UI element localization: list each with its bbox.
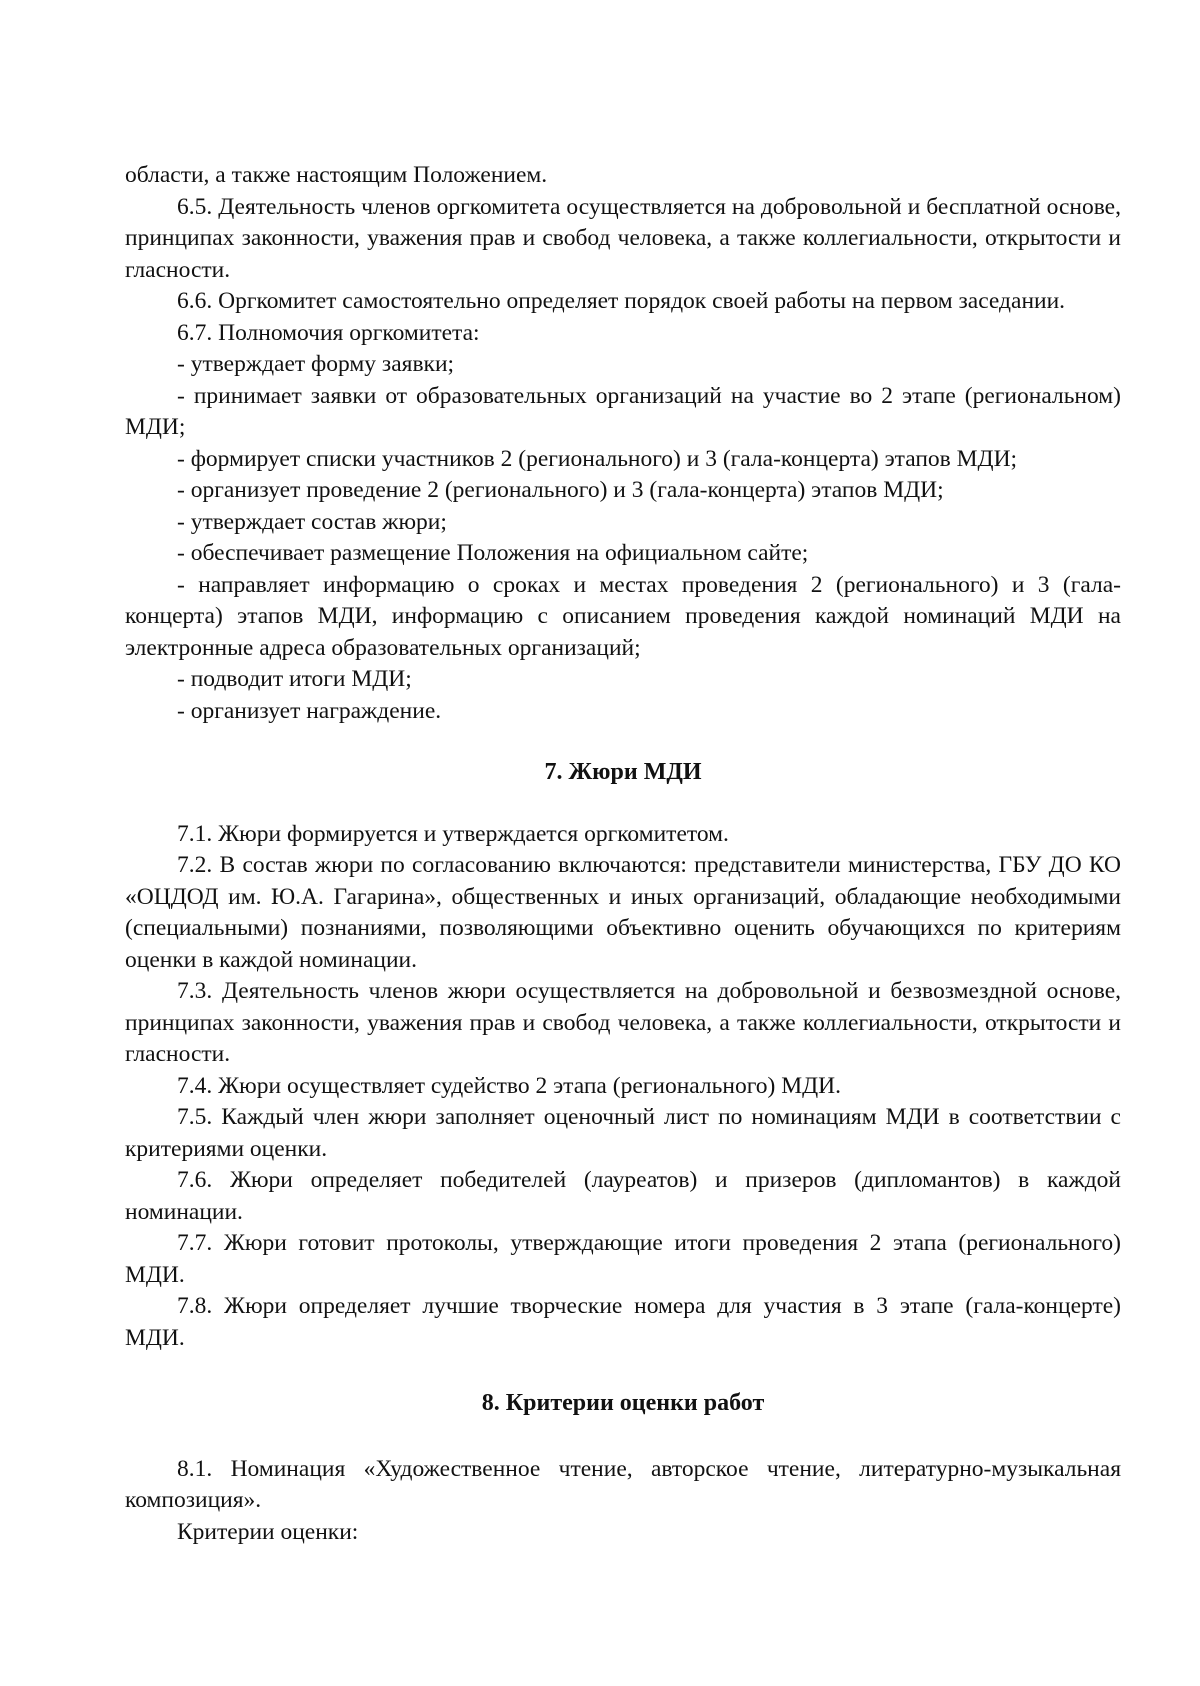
spacer: [125, 1420, 1121, 1454]
paragraph-6-7: 6.7. Полномочия оргкомитета:: [177, 319, 480, 346]
paragraph-8-1: 8.1. Номинация «Художественное чтение, авторское чтение, литературно-музыкальная композиция».: [125, 1455, 1121, 1513]
list-item: - организует награждение.: [177, 697, 442, 724]
paragraph-7-5: 7.5. Каждый член жюри заполняет оценочный лист по номинациям МДИ в соответствии с критериями оценки.: [125, 1104, 1121, 1162]
list-item: - утверждает состав жюри;: [177, 508, 447, 535]
paragraph-6-5: 6.5. Деятельность членов оргкомитета осуществляется на добровольной и бесплатной основе, принципах законности, уважения прав и свобод человека, а также коллегиальности, открытости и гласности.: [125, 193, 1121, 283]
spacer: [125, 1354, 1121, 1388]
criteria-label: Критерии оценки:: [177, 1518, 359, 1545]
section-7-heading: 7. Жюри МДИ: [544, 759, 702, 785]
list-item: - утверждает форму заявки;: [177, 351, 455, 377]
paragraph-7-4: 7.4. Жюри осуществляет судейство 2 этапа (регионального) МДИ.: [177, 1072, 841, 1099]
paragraph-7-1: 7.1. Жюри формируется и утверждается оргкомитетом.: [177, 820, 729, 847]
paragraph-7-2: 7.2. В состав жюри по согласованию включаются: представители министерства, ГБУ ДО КО «ОЦДОД им. Ю.А. Гагарина», общественных и иных организаций, обладающие необходимыми (специальными) познаниями, позволяющими объективно оценить обучающихся по критериям оценки в каждой номинации.: [125, 852, 1121, 973]
list-item: - принимает заявки от образовательных организаций на участие во 2 этапе (региональном) МДИ;: [125, 382, 1121, 440]
paragraph-7-6: 7.6. Жюри определяет победителей (лауреатов) и призеров (дипломантов) в каждой номинации.: [125, 1167, 1121, 1225]
list-item: - подводит итоги МДИ;: [177, 666, 412, 692]
list-item: - организует проведение 2 (регионального) и 3 (гала-концерта) этапов МДИ;: [177, 477, 944, 503]
document-page: [125, 160, 1121, 1548]
paragraph-7-3: 7.3. Деятельность членов жюри осуществляется на добровольной и безвозмездной основе, принципах законности, уважения прав и свобод человека, а также коллегиальности, открытости и гласности.: [125, 978, 1121, 1067]
spacer: [125, 789, 1121, 819]
list-item: - направляет информацию о сроках и местах проведения 2 (регионального) и 3 (гала-концерта) этапов МДИ, информацию с описанием проведения каждой номинаций МДИ на электронные адреса образовательных организаций;: [125, 571, 1121, 661]
spacer: [125, 727, 1121, 757]
list-item: - обеспечивает размещение Положения на официальном сайте;: [177, 540, 809, 566]
paragraph-7-7: 7.7. Жюри готовит протоколы, утверждающие итоги проведения 2 этапа (регионального) МДИ.: [125, 1230, 1121, 1288]
paragraph-7-8: 7.8. Жюри определяет лучшие творческие номера для участия в 3 этапе (гала-концерте) МДИ.: [125, 1293, 1121, 1351]
paragraph-continuation: области, а также настоящим Положением.: [125, 162, 548, 188]
list-item: - формирует списки участников 2 (регионального) и 3 (гала-концерта) этапов МДИ;: [177, 445, 1018, 472]
paragraph-6-6: 6.6. Оргкомитет самостоятельно определяет порядок своей работы на первом заседании.: [177, 288, 1066, 314]
section-8-heading: 8. Критерии оценки работ: [481, 1390, 765, 1416]
